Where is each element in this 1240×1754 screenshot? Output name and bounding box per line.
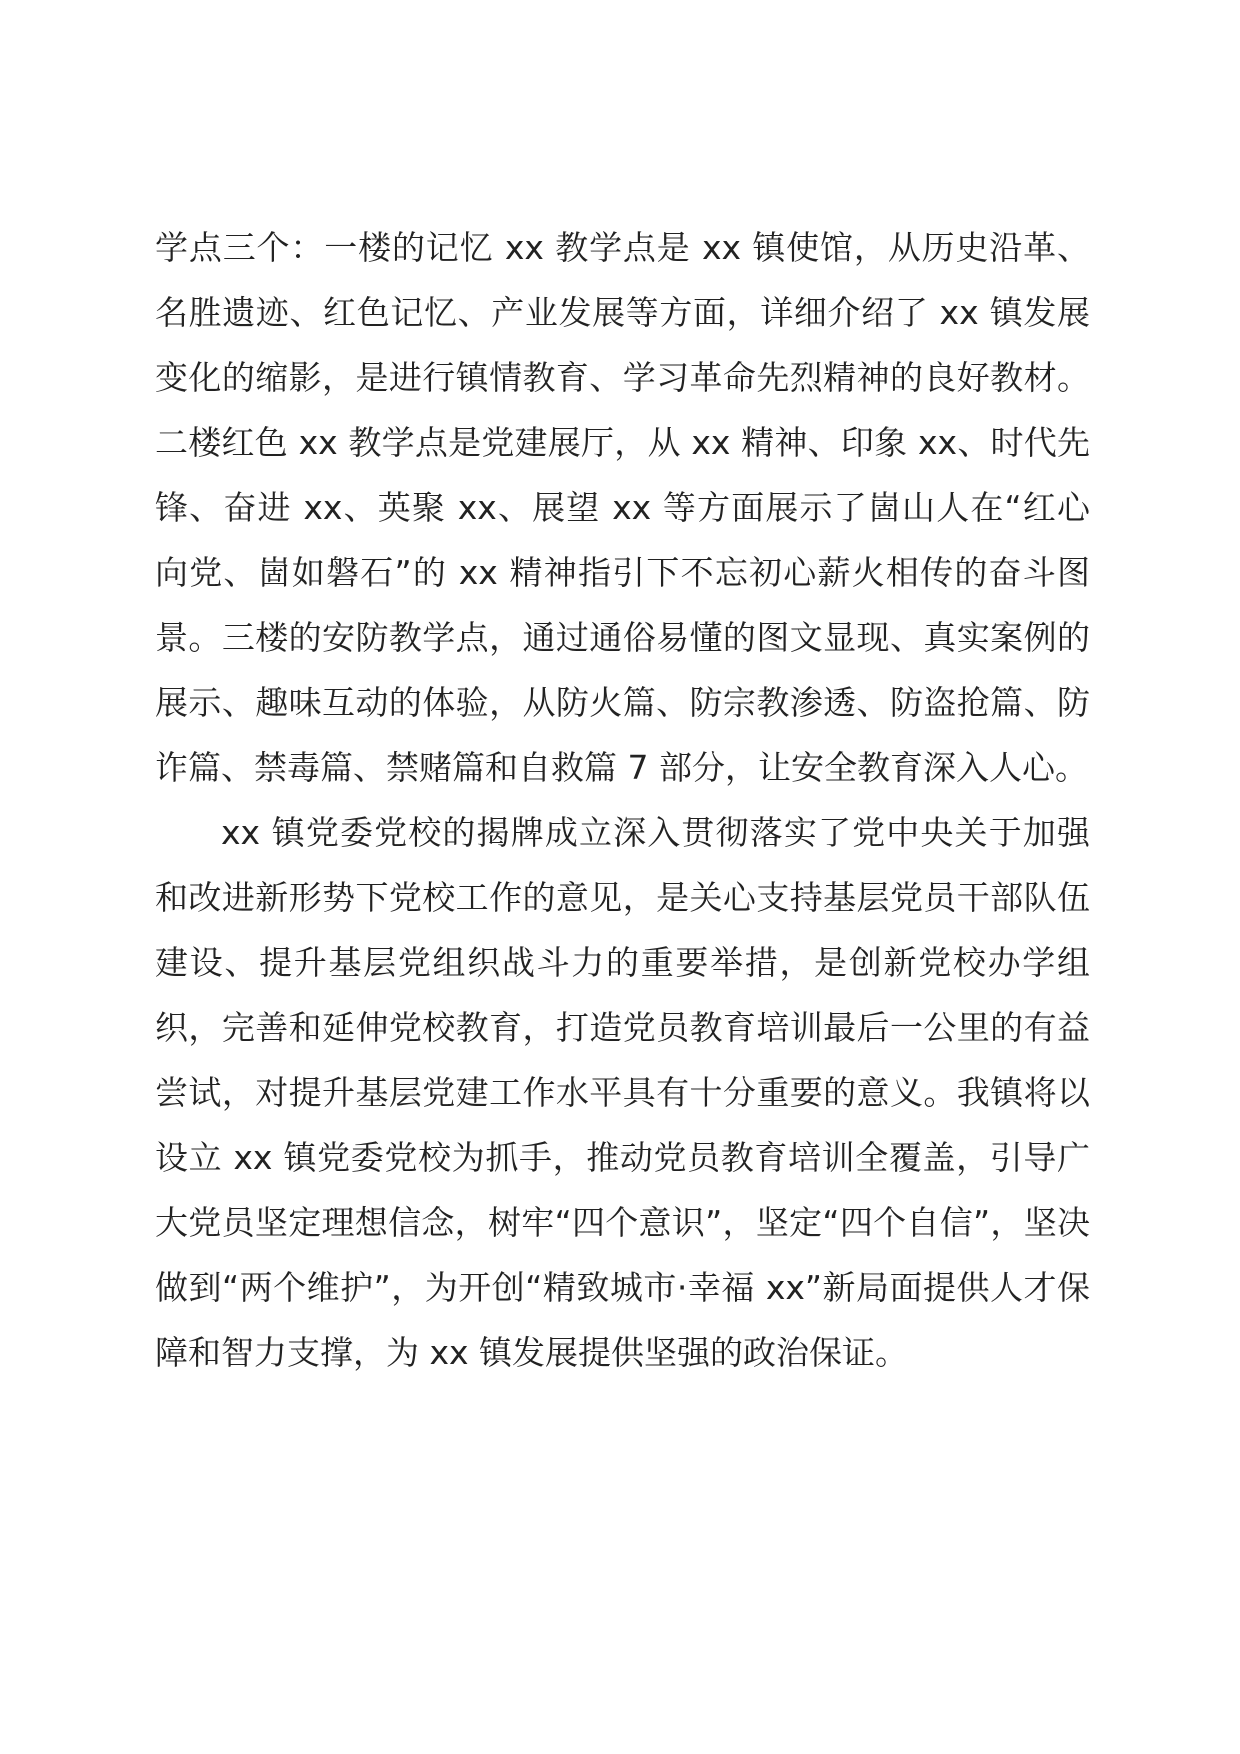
body-paragraph-1: 学点三个：一楼的记忆 xx 教学点是 xx 镇使馆，从历史沿革、名胜遗迹、红色记忆、产业发展等方面，详细介绍了 xx 镇发展变化的缩影，是进行镇情教育、学习革命先烈精神的良好教材。二楼红色 xx 教学点是党建展厅，从 xx 精神、印象 xx、时代先锋、奋进 xx、英聚 xx、展望 xx 等方面展示了崮山人在“红心向党、崮如磐石”的 xx 精神指引下不忘初心薪火相传的奋斗图景。三楼的安防教学点，通过通俗易懂的图文显现、真实案例的展示、趣味互动的体验，从防火篇、防宗教渗透、防盗抢篇、防诈篇、禁毒篇、禁赌篇和自救篇 7 部分，让安全教育深入人心。: [155, 228, 1090, 787]
document-body: [155, 215, 1090, 1385]
body-paragraph-2: xx 镇党委党校的揭牌成立深入贯彻落实了党中央关于加强和改进新形势下党校工作的意见，是关心支持基层党员干部队伍建设、提升基层党组织战斗力的重要举措，是创新党校办学组织，完善和延伸党校教育，打造党员教育培训最后一公里的有益尝试，对提升基层党建工作水平具有十分重要的意义。我镇将以设立 xx 镇党委党校为抓手，推动党员教育培训全覆盖，引导广大党员坚定理想信念，树牢“四个意识”，坚定“四个自信”，坚决做到“两个维护”，为开创“精致城市·幸福 xx”新局面提供人才保障和智力支撑，为 xx 镇发展提供坚强的政治保证。: [155, 813, 1090, 1372]
